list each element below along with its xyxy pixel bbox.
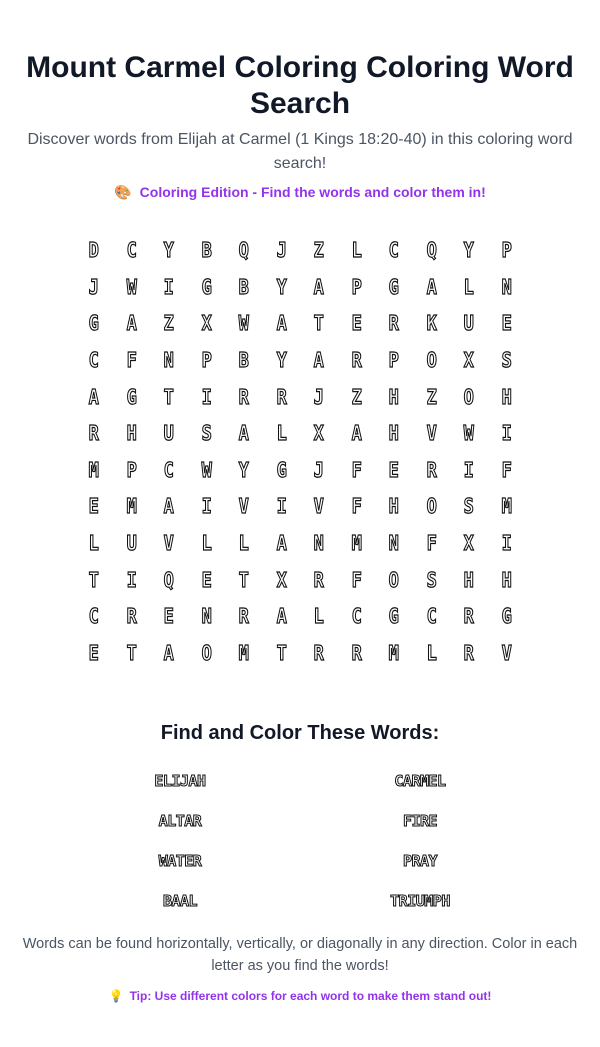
grid-cell[interactable]: J: [276, 238, 287, 263]
grid-cell[interactable]: R: [426, 457, 437, 482]
grid-cell[interactable]: C: [88, 604, 99, 629]
grid-cell[interactable]: X: [201, 311, 212, 336]
grid-cell[interactable]: F: [351, 494, 362, 519]
grid-cell[interactable]: S: [463, 494, 474, 519]
grid-cell[interactable]: W: [126, 274, 137, 299]
grid-cell[interactable]: E: [88, 494, 99, 519]
grid-cell[interactable]: G: [201, 274, 212, 299]
grid-cell[interactable]: I: [463, 457, 474, 482]
grid-cell[interactable]: R: [463, 604, 474, 629]
grid-cell[interactable]: Q: [426, 238, 437, 263]
grid-cell[interactable]: E: [388, 457, 399, 482]
word-carmel: CARMEL: [394, 772, 446, 791]
grid-cell[interactable]: A: [88, 384, 99, 409]
grid-cell[interactable]: W: [463, 421, 474, 446]
grid-cell[interactable]: L: [276, 421, 287, 446]
grid-cell[interactable]: M: [126, 494, 137, 519]
grid-cell[interactable]: T: [313, 311, 324, 336]
grid-cell[interactable]: F: [351, 457, 362, 482]
grid-cell[interactable]: E: [88, 640, 99, 665]
grid-cell[interactable]: O: [426, 494, 437, 519]
grid-cell[interactable]: L: [463, 274, 474, 299]
grid-cell[interactable]: M: [238, 640, 249, 665]
grid-cell[interactable]: L: [238, 531, 249, 556]
grid-cell[interactable]: R: [351, 348, 362, 373]
grid-cell[interactable]: I: [163, 274, 174, 299]
grid-cell[interactable]: Y: [163, 238, 174, 263]
grid-cell[interactable]: A: [276, 531, 287, 556]
grid-cell[interactable]: A: [238, 421, 249, 446]
grid-cell[interactable]: S: [426, 567, 437, 592]
word-baal: BAAL: [162, 892, 198, 911]
grid-cell[interactable]: G: [388, 274, 399, 299]
grid-cell[interactable]: Y: [463, 238, 474, 263]
grid-cell[interactable]: D: [88, 238, 99, 263]
grid-cell[interactable]: G: [501, 604, 512, 629]
grid-cell[interactable]: Y: [276, 348, 287, 373]
grid-cell[interactable]: I: [276, 494, 287, 519]
grid-cell[interactable]: V: [313, 494, 324, 519]
grid-cell[interactable]: V: [238, 494, 249, 519]
grid-cell[interactable]: C: [163, 457, 174, 482]
grid-cell[interactable]: L: [426, 640, 437, 665]
grid-cell[interactable]: X: [463, 531, 474, 556]
grid-cell[interactable]: T: [238, 567, 249, 592]
grid-cell[interactable]: G: [88, 311, 99, 336]
edition-banner: [0, 182, 600, 202]
grid-cell[interactable]: H: [388, 384, 399, 409]
word-list-title: Find and Color These Words:: [160, 722, 440, 745]
grid-cell[interactable]: P: [201, 348, 212, 373]
tip-banner: [0, 987, 600, 1005]
grid-cell[interactable]: O: [201, 640, 212, 665]
grid-cell[interactable]: T: [88, 567, 99, 592]
grid-cell[interactable]: A: [126, 311, 137, 336]
grid-cell[interactable]: C: [88, 348, 99, 373]
grid-cell[interactable]: L: [351, 238, 362, 263]
grid-cell[interactable]: O: [463, 384, 474, 409]
grid-cell[interactable]: G: [126, 384, 137, 409]
grid-cell[interactable]: F: [426, 531, 437, 556]
grid-cell[interactable]: R: [313, 567, 324, 592]
page-title: Mount Carmel Coloring Coloring Word Search: [26, 51, 574, 120]
grid-cell[interactable]: A: [163, 494, 174, 519]
grid-cell[interactable]: E: [351, 311, 362, 336]
grid-cell[interactable]: H: [126, 421, 137, 446]
instructions-text: Words can be found horizontally, vertically, or diagonally in any direction. Color in each letter as you find the words!: [22, 936, 578, 975]
grid-cell[interactable]: C: [388, 238, 399, 263]
grid-cell[interactable]: X: [276, 567, 287, 592]
grid-cell[interactable]: C: [126, 238, 137, 263]
grid-cell[interactable]: R: [238, 604, 249, 629]
grid-cell[interactable]: Z: [313, 238, 324, 263]
grid-cell[interactable]: N: [501, 274, 512, 299]
grid-cell[interactable]: J: [313, 384, 324, 409]
grid-cell[interactable]: Q: [163, 567, 174, 592]
grid-cell[interactable]: B: [201, 238, 212, 263]
grid-cell[interactable]: I: [126, 567, 137, 592]
grid-cell[interactable]: A: [276, 604, 287, 629]
grid-cell[interactable]: V: [163, 531, 174, 556]
word-triumph: TRIUMPH: [390, 892, 450, 911]
grid-cell[interactable]: O: [388, 567, 399, 592]
grid-cell[interactable]: M: [88, 457, 99, 482]
grid-cell[interactable]: R: [276, 384, 287, 409]
grid-cell[interactable]: H: [388, 494, 399, 519]
grid-cell[interactable]: T: [126, 640, 137, 665]
grid-cell[interactable]: I: [501, 531, 512, 556]
grid-cell[interactable]: Y: [238, 457, 249, 482]
grid-cell[interactable]: H: [388, 421, 399, 446]
grid-cell[interactable]: S: [501, 348, 512, 373]
grid-cell[interactable]: Q: [238, 238, 249, 263]
grid-cell[interactable]: U: [126, 531, 137, 556]
word-fire: FIRE: [402, 812, 438, 831]
grid-cell[interactable]: P: [388, 348, 399, 373]
grid-cell[interactable]: A: [313, 348, 324, 373]
grid-cell[interactable]: C: [426, 604, 437, 629]
grid-cell[interactable]: E: [201, 567, 212, 592]
grid-cell[interactable]: H: [501, 567, 512, 592]
palette-icon: 🎨: [114, 184, 132, 200]
grid-cell[interactable]: W: [201, 457, 212, 482]
grid-cell[interactable]: Z: [163, 311, 174, 336]
grid-cell[interactable]: G: [388, 604, 399, 629]
grid-cell[interactable]: W: [238, 311, 249, 336]
grid-cell[interactable]: N: [388, 531, 399, 556]
grid-cell[interactable]: U: [463, 311, 474, 336]
grid-cell[interactable]: X: [463, 348, 474, 373]
grid-cell[interactable]: A: [313, 274, 324, 299]
grid-cell[interactable]: R: [388, 311, 399, 336]
grid-cell[interactable]: H: [463, 567, 474, 592]
grid-cell[interactable]: H: [501, 384, 512, 409]
grid-cell[interactable]: U: [163, 421, 174, 446]
word-pray: PRAY: [402, 852, 438, 871]
grid-cell[interactable]: A: [351, 421, 362, 446]
grid-cell[interactable]: E: [163, 604, 174, 629]
grid-cell[interactable]: A: [163, 640, 174, 665]
grid-cell[interactable]: B: [238, 274, 249, 299]
grid-cell[interactable]: C: [351, 604, 362, 629]
grid-cell[interactable]: N: [201, 604, 212, 629]
grid-cell[interactable]: P: [126, 457, 137, 482]
grid-cell[interactable]: M: [501, 494, 512, 519]
grid-cell[interactable]: E: [501, 311, 512, 336]
grid-cell[interactable]: M: [388, 640, 399, 665]
grid-cell[interactable]: Z: [351, 384, 362, 409]
grid-cell[interactable]: O: [426, 348, 437, 373]
grid-cell[interactable]: S: [201, 421, 212, 446]
grid-cell[interactable]: J: [313, 457, 324, 482]
page-subtitle: Discover words from Elijah at Carmel (1 Kings 18:20-40) in this coloring word search!: [27, 131, 573, 172]
tip-text: Tip: Use different colors for each word to make them stand out!: [129, 989, 492, 1004]
grid-cell[interactable]: F: [126, 348, 137, 373]
word-altar: ALTAR: [158, 812, 202, 831]
grid-cell[interactable]: I: [201, 494, 212, 519]
grid-cell[interactable]: R: [126, 604, 137, 629]
grid-cell[interactable]: I: [501, 421, 512, 446]
grid-cell[interactable]: P: [501, 238, 512, 263]
grid-cell[interactable]: F: [501, 457, 512, 482]
grid-cell[interactable]: I: [201, 384, 212, 409]
grid-cell[interactable]: B: [238, 348, 249, 373]
grid-cell[interactable]: R: [238, 384, 249, 409]
grid-cell[interactable]: V: [426, 421, 437, 446]
grid-cell[interactable]: R: [88, 421, 99, 446]
grid-cell[interactable]: L: [88, 531, 99, 556]
lightbulb-icon: 💡: [108, 989, 124, 1004]
grid-cell[interactable]: N: [163, 348, 174, 373]
grid-cell[interactable]: Y: [276, 274, 287, 299]
grid-cell[interactable]: V: [501, 640, 512, 665]
grid-cell[interactable]: A: [276, 311, 287, 336]
grid-cell[interactable]: N: [313, 531, 324, 556]
grid-cell[interactable]: T: [163, 384, 174, 409]
grid-cell[interactable]: L: [313, 604, 324, 629]
grid-cell[interactable]: F: [351, 567, 362, 592]
grid-cell[interactable]: T: [276, 640, 287, 665]
grid-cell[interactable]: J: [88, 274, 99, 299]
grid-cell[interactable]: R: [351, 640, 362, 665]
word-elijah: ELIJAH: [154, 772, 206, 791]
grid-cell[interactable]: X: [313, 421, 324, 446]
grid-cell[interactable]: P: [351, 274, 362, 299]
grid-cell[interactable]: G: [276, 457, 287, 482]
grid-cell[interactable]: L: [201, 531, 212, 556]
edition-text: Coloring Edition - Find the words and color them in!: [139, 184, 486, 200]
grid-cell[interactable]: R: [313, 640, 324, 665]
grid-cell[interactable]: A: [426, 274, 437, 299]
letter-grid: [75, 232, 525, 671]
grid-cell[interactable]: K: [426, 311, 437, 336]
word-water: WATER: [158, 852, 202, 871]
grid-cell[interactable]: M: [351, 531, 362, 556]
grid-cell[interactable]: R: [463, 640, 474, 665]
word-list: [60, 761, 540, 921]
grid-cell[interactable]: Z: [426, 384, 437, 409]
